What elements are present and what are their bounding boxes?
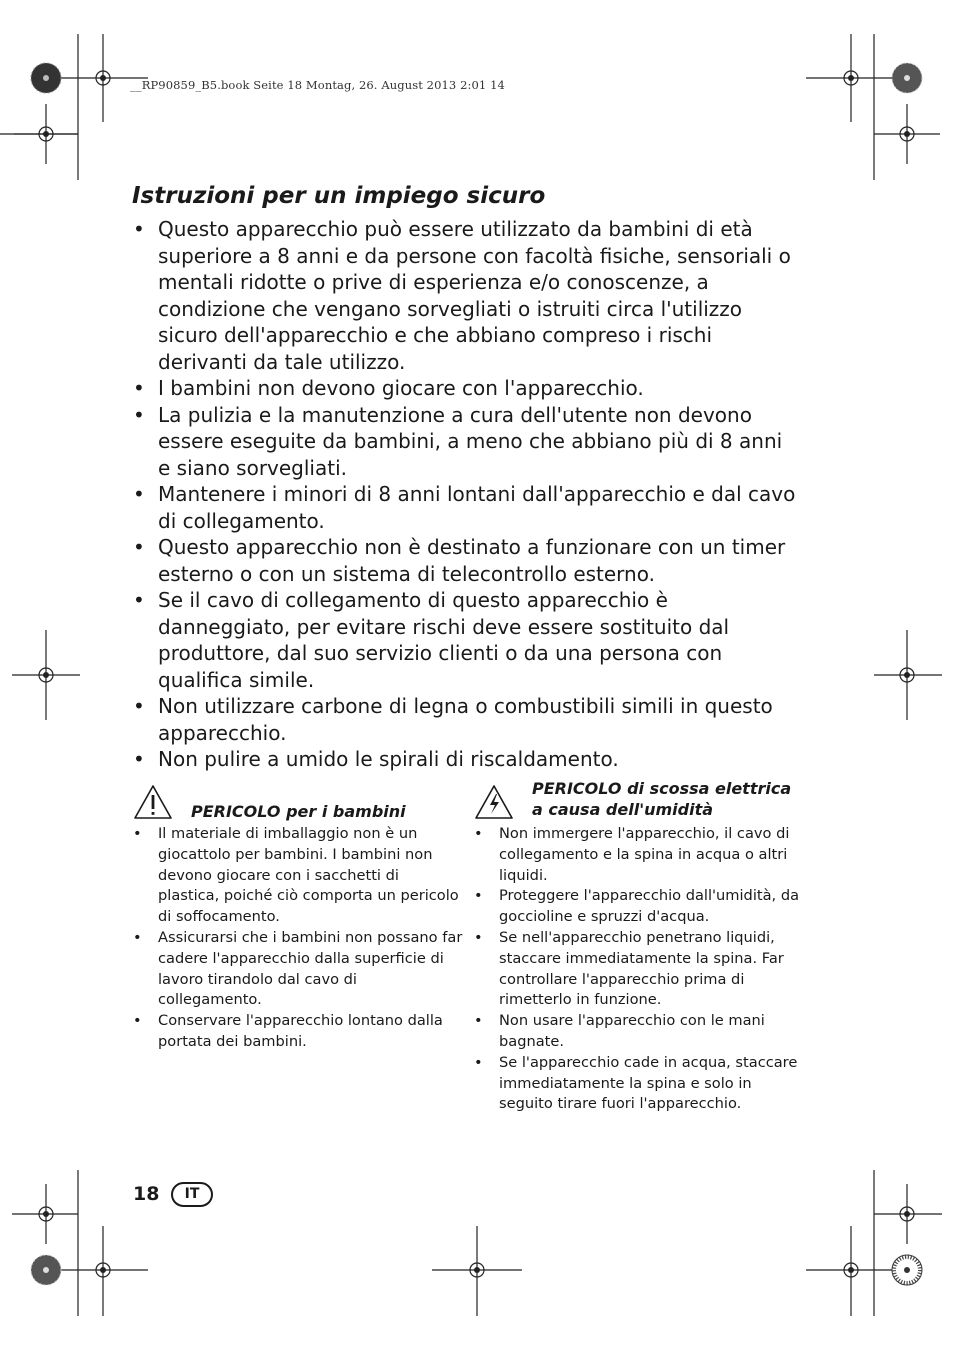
list-item: • Il materiale di imballaggio non è un giocattolo per bambini. I bambini non devono giocare con i sacchetti di plastica, poiché ciò comporta un pericolo di soffocamento. bbox=[133, 824, 463, 928]
warning-box-children bbox=[133, 780, 463, 1053]
warning-triangle-icon bbox=[133, 784, 173, 820]
list-item: • Questo apparecchio può essere utilizzato da bambini di età superiore a 8 anni e da persone con facoltà fisiche, sensoriali o mentali ridotte o prive di esperienza e/o conoscenze, a condizione che vengano sorvegliati o istruiti circa l'utilizzo sicuro dell'apparecchio e che abbiano compreso i rischi derivanti da tale utilizzo. bbox=[133, 216, 798, 375]
electric-shock-warning-icon bbox=[474, 784, 514, 820]
list-item: • Questo apparecchio non è destinato a funzionare con un timer esterno o con un sistema di telecontrollo esterno. bbox=[133, 534, 798, 587]
warning-box-electric bbox=[474, 780, 804, 1115]
warning-title: PERICOLO di scossa elettrica a causa dell'umidità bbox=[532, 779, 792, 819]
list-item: • Se nell'apparecchio penetrano liquidi, staccare immediatamente la spina. Far controllare l'apparecchio prima di rimetterlo in funzione. bbox=[474, 928, 804, 1011]
list-item: • Non pulire a umido le spirali di riscaldamento. bbox=[133, 746, 798, 773]
print-slug-line: __RP90859_B5.book Seite 18 Montag, 26. August 2013 2:01 14 bbox=[130, 78, 505, 92]
list-item: • Assicurarsi che i bambini non possano far cadere l'apparecchio dalla superficie di lavoro tirandolo dal cavo di collegamento. bbox=[133, 928, 463, 1011]
page-number: 18 bbox=[133, 1183, 160, 1205]
list-item: • Se il cavo di collegamento di questo apparecchio è danneggiato, per evitare rischi deve essere sostituito dal produttore, dal suo servizio clienti o da una persona con qualifica simile. bbox=[133, 587, 798, 693]
list-item: • Proteggere l'apparecchio dall'umidità, da goccioline e spruzzi d'acqua. bbox=[474, 886, 804, 928]
list-item: • Mantenere i minori di 8 anni lontani dall'apparecchio e dal cavo di collegamento. bbox=[133, 481, 798, 534]
list-item: • Se l'apparecchio cade in acqua, staccare immediatamente la spina e solo in seguito tirare fuori l'apparecchio. bbox=[474, 1053, 804, 1115]
section-title: Istruzioni per un impiego sicuro bbox=[132, 183, 546, 209]
warning-header bbox=[133, 780, 463, 824]
warning-list bbox=[474, 824, 804, 1115]
list-item: • La pulizia e la manutenzione a cura dell'utente non devono essere eseguite da bambini, a meno che abbiano più di 8 anni e siano sorvegliati. bbox=[133, 402, 798, 482]
warning-list bbox=[133, 824, 463, 1053]
list-item: • Non utilizzare carbone di legna o combustibili simili in questo apparecchio. bbox=[133, 693, 798, 746]
language-badge: IT bbox=[171, 1182, 213, 1207]
list-item: • Non immergere l'apparecchio, il cavo di collegamento e la spina in acqua o altri liquidi. bbox=[474, 824, 804, 886]
list-item: • I bambini non devono giocare con l'apparecchio. bbox=[133, 375, 798, 402]
warning-header bbox=[474, 780, 804, 824]
warning-title: PERICOLO per i bambini bbox=[191, 802, 406, 821]
list-item: • Non usare l'apparecchio con le mani bagnate. bbox=[474, 1011, 804, 1053]
safety-instructions-list bbox=[133, 216, 798, 773]
list-item: • Conservare l'apparecchio lontano dalla portata dei bambini. bbox=[133, 1011, 463, 1053]
